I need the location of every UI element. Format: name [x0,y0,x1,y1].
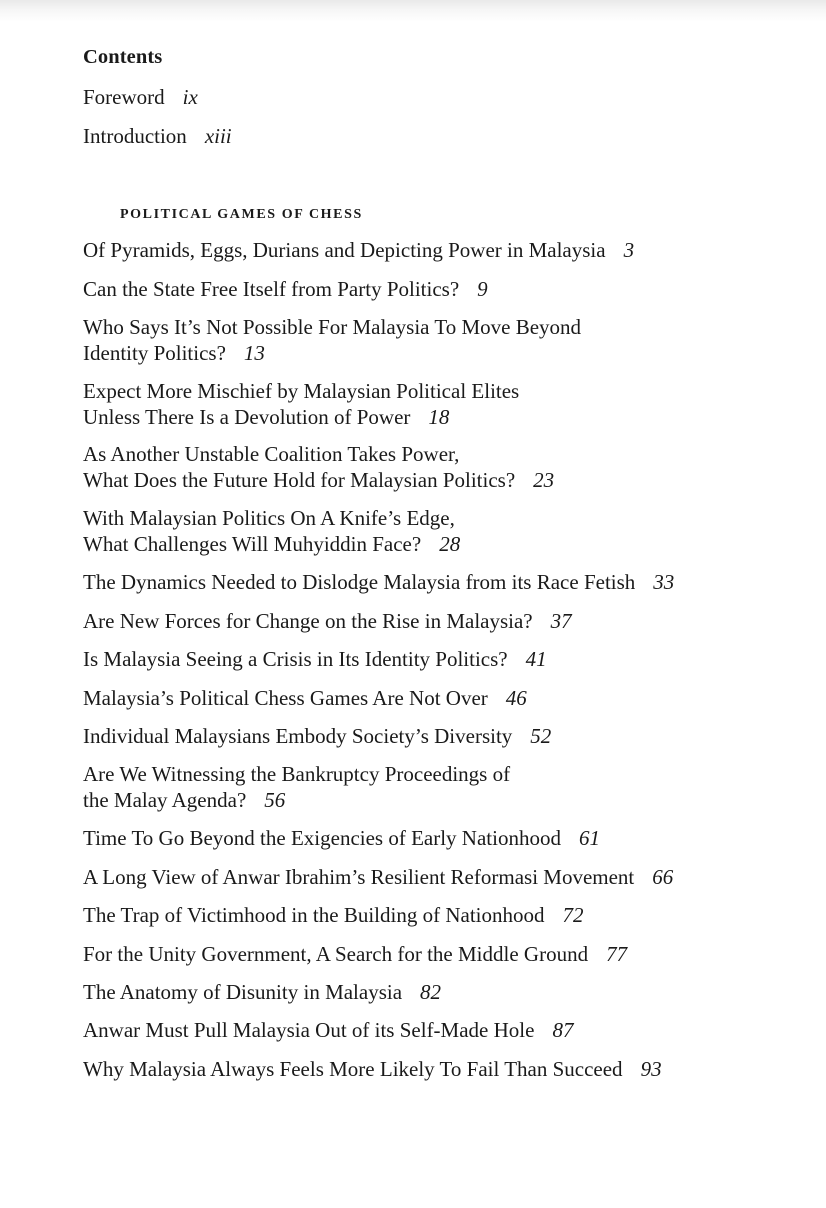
toc-entry-page: 52 [530,724,552,748]
toc-entry[interactable] [83,942,627,968]
toc-entry-foreword[interactable] [83,85,198,110]
toc-entry[interactable] [83,826,600,852]
toc-entry[interactable] [83,506,460,557]
toc-entry-page: 3 [623,238,635,262]
toc-entry-last-line [83,942,627,968]
toc-entry-title-line: The Trap of Victimhood in the Building of Nationhood [83,903,545,927]
toc-entry-title-line: With Malaysian Politics On A Knife’s Edge, [83,506,455,530]
toc-entry[interactable] [83,1018,573,1044]
toc-entry-title-line: The Dynamics Needed to Dislodge Malaysia from its Race Fetish [83,570,636,594]
toc-entry-title-line: Of Pyramids, Eggs, Durians and Depicting Power in Malaysia [83,238,606,262]
contents-heading: Contents [83,46,163,68]
toc-entry[interactable] [83,724,551,750]
toc-entry-last-line [83,865,673,891]
toc-entry-page: 37 [550,609,572,633]
toc-entry-introduction[interactable] [83,124,232,149]
toc-entry-title: Foreword [83,85,165,109]
toc-entry-page: 82 [420,980,442,1004]
toc-entry-title-line: Unless There Is a Devolution of Power [83,404,411,429]
toc-entry-last-line [83,468,554,494]
toc-entry-page: ix [182,85,198,109]
toc-entry-page: 41 [525,647,547,671]
toc-entry-title-line: Can the State Free Itself from Party Politics? [83,277,460,301]
toc-entry-last-line [83,341,581,367]
toc-entry-title-line: Anwar Must Pull Malaysia Out of its Self-Made Hole [83,1018,535,1042]
toc-entry-last-line [83,570,674,596]
toc-entry-page: 72 [562,903,584,927]
toc-entry-title-line: Is Malaysia Seeing a Crisis in Its Identity Politics? [83,647,508,671]
toc-entry-last-line [83,903,584,929]
toc-entry[interactable] [83,1057,662,1083]
toc-entry[interactable] [83,315,581,366]
toc-entry-page: 18 [428,404,450,429]
toc-entry-title-line: Expect More Mischief by Malaysian Political Elites [83,379,520,403]
toc-entry-last-line [83,686,527,712]
toc-entry-title-line: Who Says It’s Not Possible For Malaysia To Move Beyond [83,315,582,339]
toc-entry-page: 77 [606,942,628,966]
toc-entry[interactable] [83,647,547,673]
toc-entry[interactable] [83,762,510,813]
toc-entry-page: 23 [533,467,555,492]
toc-entry-last-line [83,1018,573,1044]
toc-entry[interactable] [83,379,519,430]
toc-entry[interactable] [83,277,488,303]
toc-entry-page: 13 [243,340,265,365]
toc-entry-title-line: What Does the Future Hold for Malaysian Politics? [83,467,516,492]
top-edge-shadow [0,0,826,22]
toc-entry[interactable] [83,903,584,929]
toc-entry-page: 66 [652,865,674,889]
toc-entry-title: Introduction [83,124,187,148]
toc-entry-page: 46 [505,686,527,710]
toc-entry-title-line: What Challenges Will Muhyiddin Face? [83,531,422,556]
toc-entry[interactable] [83,442,554,493]
toc-entry-page: 56 [264,787,286,812]
toc-entry-last-line [83,277,488,303]
toc-entry[interactable] [83,865,673,891]
toc-entry-title-line: Are New Forces for Change on the Rise in Malaysia? [83,609,533,633]
section-title: POLITICAL GAMES OF CHESS [120,207,363,222]
toc-entry-page: 61 [578,826,600,850]
toc-entry-title-line: Time To Go Beyond the Exigencies of Early Nationhood [83,826,561,850]
toc-entry-title-line: Identity Politics? [83,340,226,365]
toc-entry-last-line [83,532,460,558]
toc-entry[interactable] [83,686,527,712]
toc-entry-last-line [83,238,634,264]
toc-entry-page: 28 [439,531,461,556]
toc-entry-page: 93 [640,1057,662,1081]
toc-entry-last-line [83,647,547,673]
toc-entry-last-line [83,724,551,750]
toc-entry-title-line: For the Unity Government, A Search for the Middle Ground [83,942,589,966]
toc-entry[interactable] [83,570,674,596]
toc-entry-title-line: As Another Unstable Coalition Takes Power, [83,442,460,466]
toc-entry-last-line [83,1057,662,1083]
toc-entry-title-line: Malaysia’s Political Chess Games Are Not Over [83,686,488,710]
toc-entry-last-line [83,405,519,431]
toc-entry-title-line: Individual Malaysians Embody Society’s Diversity [83,724,513,748]
toc-entry[interactable] [83,609,572,635]
toc-entry-title-line: the Malay Agenda? [83,787,247,812]
toc-entry-last-line [83,826,600,852]
toc-entry-page: xiii [204,124,232,148]
toc-entry-title-line: A Long View of Anwar Ibrahim’s Resilient Reformasi Movement [83,865,635,889]
toc-entry-title-line: Are We Witnessing the Bankruptcy Proceedings of [83,762,511,786]
toc-entry-last-line [83,788,510,814]
toc-entry-title-line: Why Malaysia Always Feels More Likely To Fail Than Succeed [83,1057,623,1081]
toc-entry-last-line [83,980,441,1006]
toc-entry[interactable] [83,980,441,1006]
toc-entry[interactable] [83,238,634,264]
toc-entry-title-line: The Anatomy of Disunity in Malaysia [83,980,403,1004]
toc-entry-last-line [83,609,572,635]
toc-entry-page: 33 [653,570,675,594]
toc-entry-page: 87 [552,1018,574,1042]
toc-entry-page: 9 [477,277,488,301]
